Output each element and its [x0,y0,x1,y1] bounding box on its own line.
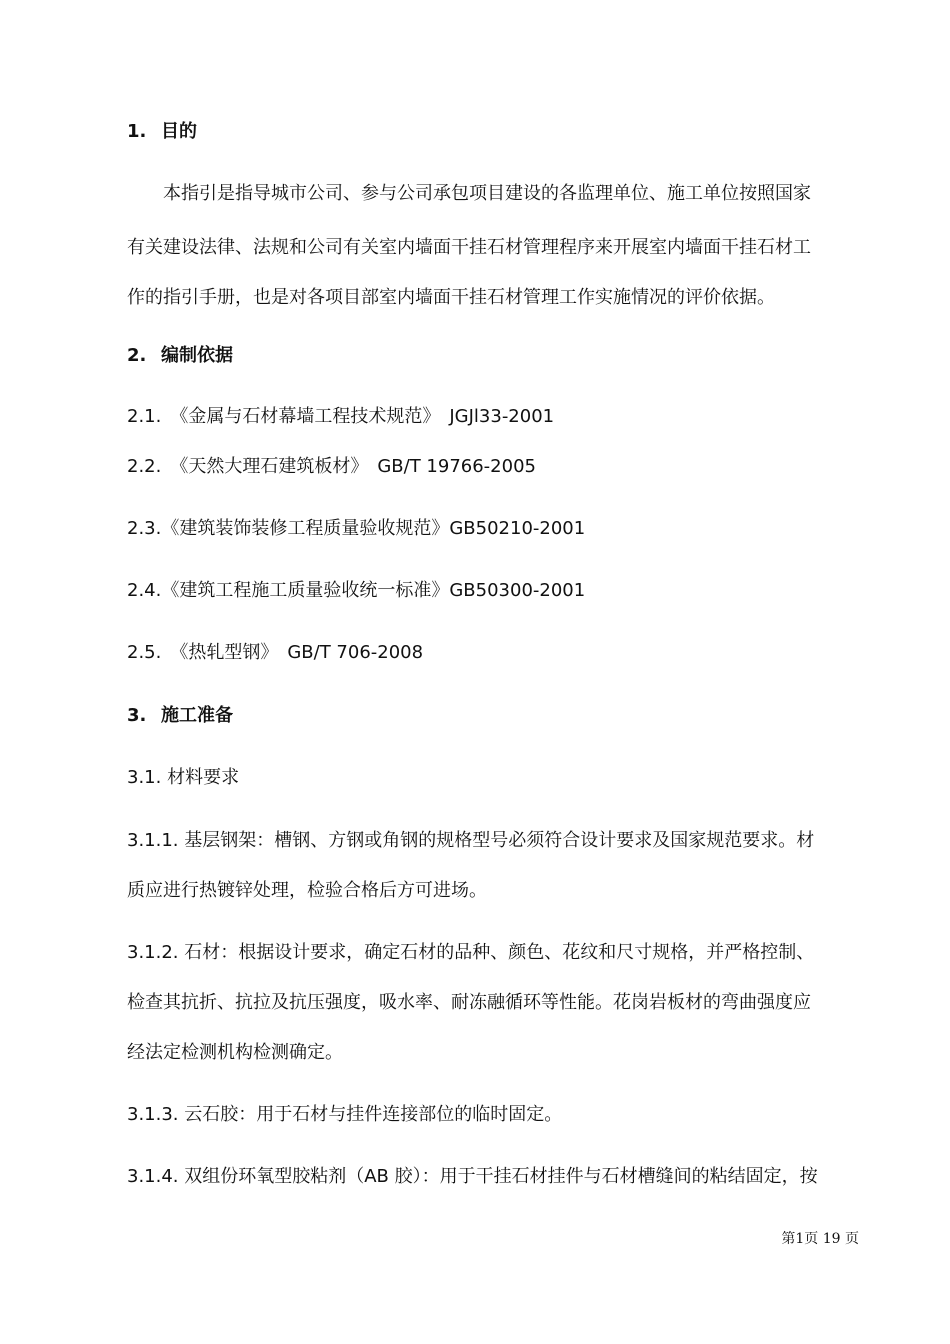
section-1-title: 目的 [161,121,197,142]
section-1-paragraph-line: 有关建设法律、法规和公司有关室内墙面干挂石材管理程序来开展室内墙面干挂石材工 [127,237,811,258]
section-2-title: 编制依据 [161,345,233,366]
clause-3-1-4-line: 3.1.4. 双组份环氧型胶粘剂（AB 胶）：用于干挂石材挂件与石材槽缝间的粘结固定，按 [127,1166,818,1187]
clause-3-1-2-line: 检查其抗折、抗拉及抗压强度，吸水率、耐冻融循环等性能。花岗岩板材的弯曲强度应 [127,992,811,1013]
clause-3-1-2-line: 3.1.2. 石材：根据设计要求，确定石材的品种、颜色、花纹和尺寸规格，并严格控制、 [127,942,815,963]
section-2-number: 2. [127,345,147,366]
section-3-heading [127,704,857,728]
section-1-paragraph-line: 本指引是指导城市公司、参与公司承包项目建设的各监理单位、施工单位按照国家 [163,183,811,204]
subsection-heading: 3.1. 材料要求 [127,767,240,788]
reference-item: 2.5. 《热轧型钢》 GB/T 706-2008 [127,642,424,663]
reference-item: 2.1. 《金属与石材幕墙工程技术规范》 JGJl33-2001 [127,406,555,427]
reference-item: 2.2. 《天然大理石建筑板材》 GB/T 19766-2005 [127,456,536,477]
section-1-heading [127,120,857,144]
clause-3-1-1-line: 3.1.1. 基层钢架：槽钢、方钢或角钢的规格型号必须符合设计要求及国家规范要求。材 [127,830,815,851]
clause-3-1-1-line: 质应进行热镀锌处理，检验合格后方可进场。 [127,880,487,901]
reference-item: 2.4.《建筑工程施工质量验收统一标准》GB50300-2001 [127,580,586,601]
clause-3-1-2-line: 经法定检测机构检测确定。 [127,1042,343,1063]
section-3-title: 施工准备 [161,705,233,726]
section-1-paragraph-line: 作的指引手册，也是对各项目部室内墙面干挂石材管理工作实施情况的评价依据。 [127,287,775,308]
section-2-heading [127,344,857,368]
clause-3-1-3-line: 3.1.3. 云石胶：用于石材与挂件连接部位的临时固定。 [127,1104,563,1125]
section-3-number: 3. [127,705,147,726]
reference-item: 2.3.《建筑装饰装修工程质量验收规范》GB50210-2001 [127,518,586,539]
section-1-number: 1. [127,121,147,142]
page-number: 第1页 19 页 [781,1231,859,1247]
